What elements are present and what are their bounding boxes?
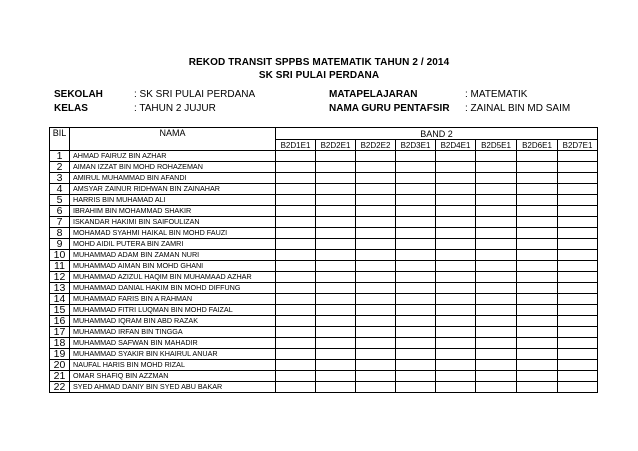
band-cell [316, 382, 356, 393]
band-cell [436, 294, 476, 305]
band-cell [436, 250, 476, 261]
table-row [50, 195, 598, 206]
band-cell [276, 261, 316, 272]
student-number: 13 [50, 283, 70, 294]
band-cell [316, 316, 356, 327]
band-cell [276, 228, 316, 239]
band-cell [476, 294, 517, 305]
band-cell [356, 228, 396, 239]
band-cell [396, 305, 436, 316]
band-cell [396, 250, 436, 261]
band-cell [316, 239, 356, 250]
student-number: 21 [50, 371, 70, 382]
student-name: MUHAMMAD DANIAL HAKIM BIN MOHD DIFFUNG [70, 283, 276, 294]
band-cell [476, 272, 517, 283]
band-cell [476, 173, 517, 184]
band-cell [276, 338, 316, 349]
band-cell [396, 294, 436, 305]
band-cell [316, 349, 356, 360]
student-number: 16 [50, 316, 70, 327]
student-number: 14 [50, 294, 70, 305]
band-cell [558, 228, 598, 239]
band-cell [316, 217, 356, 228]
band-cell [356, 162, 396, 173]
band-cell [316, 173, 356, 184]
band-cell [316, 206, 356, 217]
band-cell [476, 239, 517, 250]
guru-label: NAMA GURU PENTAFSIR [329, 103, 450, 114]
band-cell [558, 382, 598, 393]
band-cell [436, 195, 476, 206]
band-cell [356, 327, 396, 338]
band-cell [476, 360, 517, 371]
band-cell [356, 294, 396, 305]
band-cell [476, 162, 517, 173]
band-cell [276, 206, 316, 217]
band-cell [316, 184, 356, 195]
student-name: SYED AHMAD DANIY BIN SYED ABU BAKAR [70, 382, 276, 393]
student-number: 8 [50, 228, 70, 239]
band-cell [476, 327, 517, 338]
band-cell [316, 250, 356, 261]
band-code-header: B2D2E2 [356, 140, 396, 151]
band-cell [436, 217, 476, 228]
student-number: 18 [50, 338, 70, 349]
band-cell [396, 217, 436, 228]
band-code-header: B2D7E1 [558, 140, 598, 151]
band-cell [517, 239, 558, 250]
band-cell [558, 195, 598, 206]
band-cell [276, 272, 316, 283]
student-number: 6 [50, 206, 70, 217]
band-cell [316, 305, 356, 316]
student-name: MUHAMMAD ADAM BIN ZAMAN NURI [70, 250, 276, 261]
table-row [50, 294, 598, 305]
band-cell [558, 360, 598, 371]
band-cell [517, 338, 558, 349]
student-name: AMSYAR ZAINUR RIDHWAN BIN ZAINAHAR [70, 184, 276, 195]
band-cell [436, 184, 476, 195]
nama-header: NAMA [70, 128, 276, 151]
table-row [50, 360, 598, 371]
band-cell [436, 162, 476, 173]
band-cell [558, 305, 598, 316]
band-cell [276, 239, 316, 250]
band-cell [517, 228, 558, 239]
school-title: SK SRI PULAI PERDANA [258, 70, 380, 81]
band-cell [276, 294, 316, 305]
student-number: 17 [50, 327, 70, 338]
band-cell [436, 338, 476, 349]
band-cell [476, 206, 517, 217]
band-code-header: B2D2E1 [316, 140, 356, 151]
student-name: MOHD AIDIL PUTERA BIN ZAMRI [70, 239, 276, 250]
band-cell [558, 162, 598, 173]
band-cell [476, 195, 517, 206]
matapelajaran-value: : MATEMATIK [465, 89, 528, 100]
document-title: REKOD TRANSIT SPPBS MATEMATIK TAHUN 2 / 2014 [188, 57, 450, 68]
band-cell [436, 151, 476, 162]
band-cell [356, 206, 396, 217]
band-cell [356, 338, 396, 349]
student-name: MUHAMMAD SAFWAN BIN MAHADIR [70, 338, 276, 349]
band-cell [356, 261, 396, 272]
guru-value: : ZAINAL BIN MD SAIM [465, 103, 571, 114]
band-cell [356, 349, 396, 360]
student-name: MUHAMMAD AIMAN BIN MOHD GHANI [70, 261, 276, 272]
sekolah-label: SEKOLAH [54, 89, 103, 100]
band-cell [356, 371, 396, 382]
band-cell [276, 173, 316, 184]
band-cell [558, 206, 598, 217]
band-cell [558, 261, 598, 272]
band-cell [558, 294, 598, 305]
band-cell [558, 184, 598, 195]
student-number: 10 [50, 250, 70, 261]
band-cell [517, 349, 558, 360]
student-number: 22 [50, 382, 70, 393]
band-code-header: B2D4E1 [436, 140, 476, 151]
band-header: BAND 2 [276, 128, 598, 140]
band-cell [476, 371, 517, 382]
band-cell [476, 261, 517, 272]
band-cell [476, 338, 517, 349]
band-cell [517, 272, 558, 283]
band-cell [517, 305, 558, 316]
student-name: NAUFAL HARIS BIN MOHD RIZAL [70, 360, 276, 371]
table-row [50, 151, 598, 162]
band-cell [436, 272, 476, 283]
band-cell [356, 360, 396, 371]
student-name: AHMAD FAIRUZ BIN AZHAR [70, 151, 276, 162]
band-cell [356, 184, 396, 195]
band-cell [396, 316, 436, 327]
band-cell [436, 316, 476, 327]
student-name: MUHAMMAD IQRAM BIN ABD RAZAK [70, 316, 276, 327]
band-cell [316, 338, 356, 349]
band-cell [316, 327, 356, 338]
student-name: IBRAHIM BIN MOHAMMAD SHAKIR [70, 206, 276, 217]
band-cell [276, 283, 316, 294]
band-cell [436, 239, 476, 250]
band-cell [276, 349, 316, 360]
band-cell [316, 360, 356, 371]
table-row [50, 184, 598, 195]
band-cell [517, 173, 558, 184]
band-cell [476, 305, 517, 316]
matapelajaran-label: MATAPELAJARAN [329, 89, 418, 100]
band-cell [517, 327, 558, 338]
table-row [50, 250, 598, 261]
student-name: MUHAMMAD FARIS BIN A RAHMAN [70, 294, 276, 305]
band-cell [517, 250, 558, 261]
band-cell [436, 305, 476, 316]
student-number: 15 [50, 305, 70, 316]
band-cell [396, 239, 436, 250]
band-cell [396, 338, 436, 349]
band-cell [396, 195, 436, 206]
band-cell [517, 261, 558, 272]
band-cell [558, 217, 598, 228]
band-cell [396, 327, 436, 338]
band-cell [396, 349, 436, 360]
band-cell [276, 360, 316, 371]
band-cell [396, 261, 436, 272]
band-cell [316, 371, 356, 382]
band-cell [396, 206, 436, 217]
table-row [50, 162, 598, 173]
band-cell [396, 360, 436, 371]
student-name: HARRIS BIN MUHAMAD ALI [70, 195, 276, 206]
table-row [50, 239, 598, 250]
band-cell [276, 316, 316, 327]
table-row [50, 173, 598, 184]
band-cell [356, 250, 396, 261]
band-cell [276, 184, 316, 195]
band-cell [517, 316, 558, 327]
student-number: 9 [50, 239, 70, 250]
band-cell [276, 371, 316, 382]
band-code-header: B2D5E1 [476, 140, 517, 151]
band-cell [316, 294, 356, 305]
band-cell [517, 283, 558, 294]
student-number: 4 [50, 184, 70, 195]
student-number: 3 [50, 173, 70, 184]
band-cell [436, 228, 476, 239]
band-cell [276, 162, 316, 173]
band-cell [316, 283, 356, 294]
band-cell [476, 283, 517, 294]
band-cell [276, 217, 316, 228]
band-cell [436, 261, 476, 272]
band-cell [517, 217, 558, 228]
band-cell [517, 195, 558, 206]
band-cell [476, 228, 517, 239]
band-cell [558, 173, 598, 184]
table-row [50, 316, 598, 327]
band-cell [558, 250, 598, 261]
table-row [50, 349, 598, 360]
band-cell [436, 283, 476, 294]
band-cell [356, 173, 396, 184]
band-cell [476, 217, 517, 228]
band-cell [517, 371, 558, 382]
band-cell [476, 349, 517, 360]
band-cell [517, 360, 558, 371]
band-cell [517, 162, 558, 173]
band-code-header: B2D6E1 [517, 140, 558, 151]
table-row [50, 283, 598, 294]
kelas-label: KELAS [54, 103, 88, 114]
band-cell [276, 327, 316, 338]
student-name: ISKANDAR HAKIMI BIN SAIFOULIZAN [70, 217, 276, 228]
band-cell [356, 382, 396, 393]
band-cell [356, 305, 396, 316]
band-cell [356, 316, 396, 327]
band-cell [436, 349, 476, 360]
band-cell [396, 162, 436, 173]
band-cell [396, 382, 436, 393]
student-name: MOHAMAD SYAHMI HAIKAL BIN MOHD FAUZI [70, 228, 276, 239]
table-row [50, 228, 598, 239]
student-number: 11 [50, 261, 70, 272]
band-cell [436, 360, 476, 371]
band-cell [316, 228, 356, 239]
band-cell [476, 151, 517, 162]
band-code-header: B2D3E1 [396, 140, 436, 151]
band-cell [396, 184, 436, 195]
band-cell [396, 151, 436, 162]
band-cell [558, 316, 598, 327]
band-cell [558, 371, 598, 382]
band-cell [436, 382, 476, 393]
band-cell [517, 184, 558, 195]
student-name: AIMAN IZZAT BIN MOHD ROHAZEMAN [70, 162, 276, 173]
band-cell [356, 272, 396, 283]
band-cell [517, 151, 558, 162]
student-name: MUHAMMAD AZIZUL HAQIM BIN MUHAMAAD AZHAR [70, 272, 276, 283]
band-cell [396, 283, 436, 294]
band-cell [356, 239, 396, 250]
table-row [50, 261, 598, 272]
band-cell [316, 272, 356, 283]
band-cell [558, 349, 598, 360]
band-cell [276, 151, 316, 162]
band-cell [517, 294, 558, 305]
student-number: 1 [50, 151, 70, 162]
band-cell [276, 195, 316, 206]
student-name: MUHAMMAD IRFAN BIN TINGGA [70, 327, 276, 338]
band-cell [517, 382, 558, 393]
student-number: 5 [50, 195, 70, 206]
transit-record-table [49, 127, 598, 393]
band-cell [558, 338, 598, 349]
band-cell [396, 272, 436, 283]
student-number: 20 [50, 360, 70, 371]
band-cell [476, 250, 517, 261]
student-number: 2 [50, 162, 70, 173]
band-cell [558, 239, 598, 250]
band-code-header: B2D1E1 [276, 140, 316, 151]
student-number: 12 [50, 272, 70, 283]
bil-header: BIL [50, 128, 70, 151]
student-name: MUHAMMAD SYAKIR BIN KHAIRUL ANUAR [70, 349, 276, 360]
band-cell [476, 184, 517, 195]
band-cell [396, 228, 436, 239]
table-row [50, 338, 598, 349]
band-cell [276, 250, 316, 261]
band-cell [476, 382, 517, 393]
band-cell [436, 371, 476, 382]
table-row [50, 272, 598, 283]
band-cell [517, 206, 558, 217]
band-cell [436, 173, 476, 184]
band-cell [558, 283, 598, 294]
band-cell [356, 283, 396, 294]
band-cell [558, 151, 598, 162]
table-row [50, 217, 598, 228]
band-cell [436, 327, 476, 338]
student-number: 19 [50, 349, 70, 360]
band-cell [316, 261, 356, 272]
band-cell [356, 217, 396, 228]
band-cell [396, 173, 436, 184]
band-cell [558, 327, 598, 338]
student-name: AMIRUL MUHAMMAD BIN AFANDI [70, 173, 276, 184]
band-cell [316, 195, 356, 206]
student-name: OMAR SHAFIQ BIN AZZMAN [70, 371, 276, 382]
table-row [50, 382, 598, 393]
band-cell [356, 195, 396, 206]
student-name: MUHAMMAD FITRI LUQMAN BIN MOHD FAIZAL [70, 305, 276, 316]
band-cell [476, 316, 517, 327]
table-row [50, 305, 598, 316]
band-cell [316, 151, 356, 162]
sekolah-value: : SK SRI PULAI PERDANA [134, 89, 256, 100]
band-cell [356, 151, 396, 162]
band-cell [558, 272, 598, 283]
band-cell [436, 206, 476, 217]
student-number: 7 [50, 217, 70, 228]
table-row [50, 327, 598, 338]
band-cell [276, 305, 316, 316]
band-cell [276, 382, 316, 393]
table-row [50, 371, 598, 382]
band-cell [316, 162, 356, 173]
kelas-value: : TAHUN 2 JUJUR [134, 103, 216, 114]
table-row [50, 206, 598, 217]
band-cell [396, 371, 436, 382]
